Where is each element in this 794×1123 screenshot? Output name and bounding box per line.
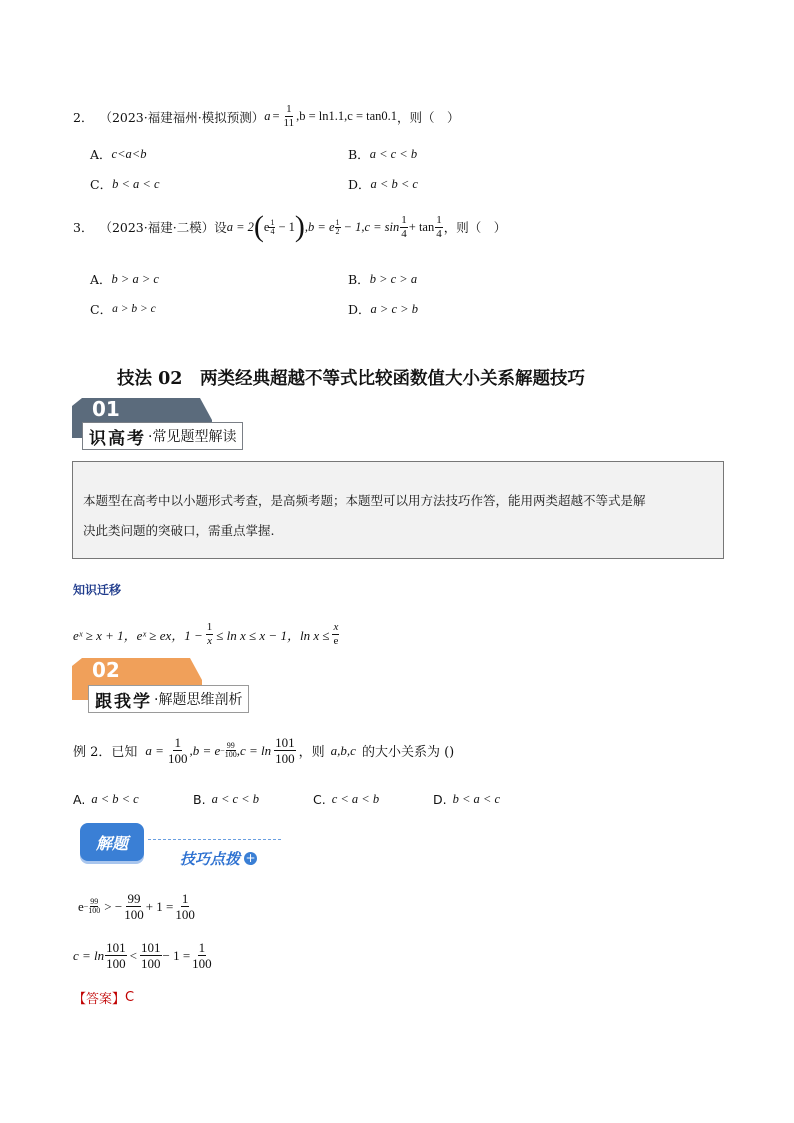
question-number: 2． (73, 109, 94, 125)
question-suffix: ，则（ ） (397, 109, 460, 125)
option-label: C. (313, 792, 326, 807)
fraction: $\frac{1}{4}$ (401, 213, 407, 240)
exponent-fraction: 1 2 (335, 217, 340, 236)
math-expression: ,c = ln (236, 742, 272, 758)
option-label: A． (90, 272, 112, 287)
math-expression: + tan (408, 219, 435, 234)
knowledge-label: 知识迁移 (73, 583, 122, 597)
question-3-stem: 3． （2023·福建·二模）设 a = 2 ( e 1 4 − 1 ) ,b = e 1 2 − 1,c = sin $\frac{1}{4}$ + tan $\frac{1}{4}$ ，则（ ） (73, 210, 507, 243)
example-middle: ，则 (298, 745, 325, 760)
banner-main-text: 跟我学 (95, 691, 152, 712)
math-base: e (78, 898, 84, 914)
option-text: c<a<b (111, 146, 147, 161)
tip-header (80, 823, 285, 869)
math-expression: a = (145, 742, 164, 758)
exponent-fraction: − $\frac{99}{100}$ (83, 897, 101, 915)
banner-sub-text: ·常见题型解读 (148, 429, 237, 445)
question-number: 3． (73, 220, 94, 235)
answer-value: C (125, 990, 135, 1005)
option-label: C． (90, 177, 113, 192)
option-label: B. (193, 792, 206, 807)
option-text: a < c < b (369, 146, 418, 161)
plus-circle-icon: + (245, 851, 256, 865)
q2-option-d[interactable] (348, 175, 418, 193)
option-label: B． (348, 147, 370, 162)
fraction: $\frac{99}{100}$ (124, 891, 144, 922)
option-text: b > a > c (111, 271, 159, 286)
banner-main-text: 识高考 (89, 428, 146, 449)
tip-divider (148, 839, 281, 840)
option-text: b < a < c (112, 176, 160, 191)
q3-option-c[interactable] (90, 300, 156, 318)
math-expression: ,b = ln1.1,c = tan0.1 (296, 109, 398, 123)
example-option-c[interactable] (313, 792, 433, 807)
tip-badge-text: 解题 (95, 833, 128, 853)
option-label: B． (348, 272, 370, 287)
example-stem (73, 736, 454, 765)
fraction: $\frac{1}{100}$ (167, 735, 188, 766)
option-text: c < a < b (331, 792, 380, 806)
example-option-b[interactable] (193, 792, 313, 807)
q3-option-b[interactable] (348, 270, 417, 288)
example-suffix: 的大小关系为 () (361, 745, 455, 760)
option-label: A. (73, 792, 86, 807)
fraction: $\frac{1}{100}$ (192, 940, 212, 971)
banner-label-box (82, 422, 243, 450)
example-option-a[interactable] (73, 792, 193, 807)
question-source: （2023·福建福州·模拟预测） (99, 109, 265, 125)
math-expression: a = 2 (226, 219, 254, 234)
exponent-fraction: 1 4 (270, 217, 275, 236)
question-2-stem: 2． （2023·福建福州·模拟预测） a = $\frac{1}{11}$ ,b = ln1.1,c = tan0.1 ，则（ ） (73, 103, 460, 129)
fraction: $\frac{1}{11}$ (283, 103, 295, 129)
option-label: D. (433, 792, 447, 807)
option-label: D． (348, 302, 371, 317)
math-expression: ≤ ln x ≤ x − 1，ln x ≤ (216, 628, 330, 643)
banner-number: 02 (92, 658, 120, 682)
q2-option-a[interactable] (90, 145, 146, 163)
banner-label-box (88, 685, 249, 713)
q3-option-d[interactable] (348, 300, 418, 318)
fraction: $\frac{x}{e}$ (333, 621, 339, 647)
banner-number: 01 (92, 397, 120, 421)
question-suffix: ，则（ ） (443, 220, 507, 235)
math-expression: a,b,c (330, 742, 356, 758)
option-text: a < c < b (211, 792, 259, 806)
option-label: C． (90, 302, 113, 317)
option-text: a > c > b (370, 301, 418, 316)
q3-option-a[interactable] (90, 270, 159, 288)
banner-02 (72, 658, 302, 716)
math-expression: + 1 = (145, 898, 174, 914)
tip-label: 技巧点拨 (180, 850, 241, 868)
option-text: b < a < c (452, 792, 501, 806)
section-title: 技法 02 两类经典超越不等式比较函数值大小关系解题技巧 (117, 369, 585, 389)
option-text: a < b < c (370, 176, 418, 191)
math-expression: ,b = e (189, 742, 221, 758)
fraction: $\frac{1}{100}$ (175, 891, 195, 922)
solution-line-1 (78, 892, 197, 921)
tip-label-row (180, 848, 257, 869)
math-var: a (264, 109, 271, 123)
intro-text-line: 决此类问题的突破口，需重点掌握. (83, 523, 275, 538)
math-expression: c = ln (73, 947, 105, 963)
math-expression: − 1,c = sin (343, 219, 400, 234)
fraction: $\frac{101}{100}$ (141, 940, 161, 971)
option-text: a > b > c (112, 303, 156, 315)
q2-option-b[interactable] (348, 145, 417, 163)
fraction: $\frac{101}{100}$ (275, 735, 295, 766)
option-text: a < b < c (91, 792, 139, 806)
example-options (73, 792, 500, 807)
knowledge-inequalities (73, 622, 340, 647)
math-base: e (263, 219, 270, 234)
tip-badge (80, 823, 144, 861)
math-expression: ,b = e (304, 219, 335, 234)
question-source: （2023·福建·二模）设 (99, 220, 227, 235)
exponent-fraction: − $\frac{99}{100}$ (220, 741, 237, 759)
fraction: $\frac{101}{100}$ (106, 940, 126, 971)
solution-line-2 (73, 941, 214, 970)
math-expression: − 1 (278, 219, 295, 234)
math-expression: > − (104, 898, 123, 914)
option-text: b > c > a (369, 271, 418, 286)
fraction: $\frac{1}{4}$ (436, 213, 442, 240)
intro-text-line: 本题型在高考中以小题形式考查，是高频考题；本题型可以用方法技巧作答，能用两类超越不等式是解 (83, 493, 646, 508)
banner-01 (72, 398, 284, 454)
option-label: A． (90, 147, 112, 162)
example-option-d[interactable] (433, 792, 500, 807)
math-expression: < (129, 947, 137, 963)
fraction: $\frac{1}{x}$ (206, 621, 213, 647)
math-expression: eˣ ≥ x + 1，eˣ ≥ ex，1 − (73, 628, 203, 643)
intro-box (72, 461, 724, 559)
math-expression: − 1 = (162, 947, 191, 963)
answer-line (73, 988, 134, 1007)
answer-label: 【答案】 (73, 992, 126, 1007)
option-label: D． (348, 177, 371, 192)
banner-sub-text: ·解题思维剖析 (154, 692, 243, 708)
q2-option-c[interactable] (90, 175, 160, 193)
example-prefix: 例 2．已知 (73, 745, 138, 760)
